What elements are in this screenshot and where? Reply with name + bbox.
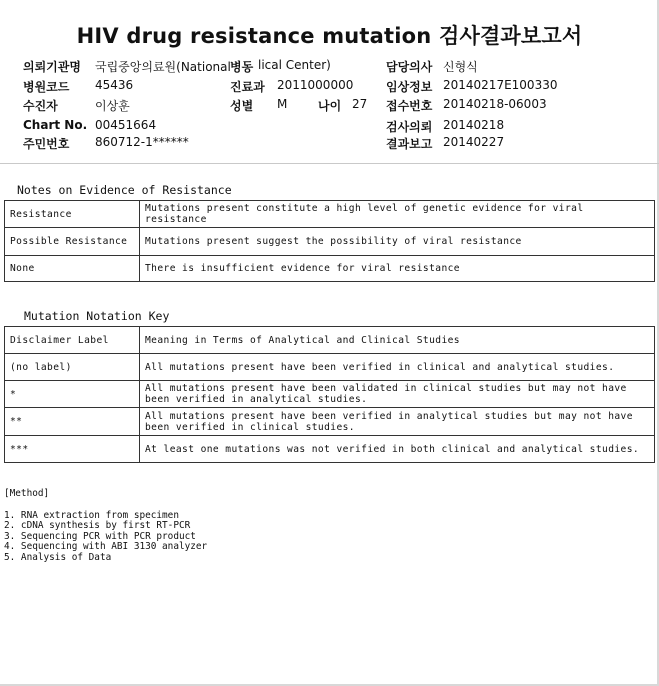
notation-label: (no label) [5,354,140,381]
chart-no-label: Chart No. [23,118,88,132]
notation-row-no-label [5,354,655,381]
test-request-label: 검사의뢰 [386,120,433,134]
resident-no-label: 주민번호 [23,137,70,151]
notation-header-row [5,327,655,354]
evidence-description: Mutations present constitute a high level of genetic evidence for viral resistance [140,201,655,228]
test-request-value: 20140218 [443,118,505,132]
clinical-info-label: 임상정보 [386,80,433,94]
method-step: 3. Sequencing PCR with PCR product [4,531,196,542]
institution-value: 국립중앙의료원(National [95,60,231,74]
receipt-no-label: 접수번호 [386,99,433,113]
evidence-label: None [5,256,140,282]
patient-name-value: 이상훈 [95,99,130,113]
hospital-code-value: 45436 [95,78,134,92]
ward-label: 병동 [230,60,254,74]
report-title: HIV drug resistance mutation 검사결과보고서 [76,24,583,48]
patient-info-header [0,0,659,170]
evidence-section-title: Notes on Evidence of Resistance [17,183,232,197]
notation-header-label: Disclaimer Label [5,327,140,354]
evidence-table [4,200,655,282]
ward-value: lical Center) [258,58,331,72]
gender-value: M [277,97,288,111]
method-step: 1. RNA extraction from specimen [4,510,179,521]
age-value: 27 [352,97,368,111]
method-heading: [Method] [4,488,50,499]
notation-meaning: All mutations present have been verified in analytical studies but may not have been verified in clinical studies. [140,408,655,436]
resident-no-value: 860712-1****** [95,135,189,149]
clinical-info-value: 20140217E100330 [443,78,558,92]
receipt-no-value: 20140218-06003 [443,97,547,111]
method-step: 2. cDNA synthesis by first RT-PCR [4,520,191,531]
age-label: 나이 [318,99,342,113]
header-divider [0,163,659,164]
evidence-row-none [5,256,655,282]
result-report-value: 20140227 [443,135,505,149]
gender-label: 성별 [230,99,254,113]
institution-label: 의뢰기관명 [23,60,81,74]
notation-meaning: At least one mutations was not verified in both clinical and analytical studies. [140,436,655,463]
evidence-row-resistance [5,201,655,228]
evidence-description: There is insufficient evidence for viral resistance [140,256,655,282]
notation-row-one-star [5,381,655,408]
department-value: 2011000000 [277,78,354,92]
notation-meaning: All mutations present have been verified in clinical and analytical studies. [140,354,655,381]
notation-section-title: Mutation Notation Key [24,309,170,323]
method-step: 4. Sequencing with ABI 3130 analyzer [4,541,208,552]
doctor-label: 담당의사 [386,60,433,74]
notation-row-two-star [5,408,655,436]
result-report-label: 결과보고 [386,137,433,151]
notation-row-three-star [5,436,655,463]
evidence-label: Possible Resistance [5,228,140,256]
notation-header-meaning: Meaning in Terms of Analytical and Clinical Studies [140,327,655,354]
chart-no-value: 00451664 [95,118,157,132]
patient-name-label: 수진자 [23,99,58,113]
notation-label: *** [5,436,140,463]
method-step: 5. Analysis of Data [4,552,112,563]
hospital-code-label: 병원코드 [23,80,70,94]
doctor-value: 신형식 [443,60,478,74]
notation-meaning: All mutations present have been validated in clinical studies but may not have been verified in analytical studies. [140,381,655,408]
notation-label: ** [5,408,140,436]
evidence-row-possible-resistance [5,228,655,256]
evidence-description: Mutations present suggest the possibility of viral resistance [140,228,655,256]
notation-label: * [5,381,140,408]
evidence-label: Resistance [5,201,140,228]
department-label: 진료과 [230,80,265,94]
notation-table [4,326,655,463]
